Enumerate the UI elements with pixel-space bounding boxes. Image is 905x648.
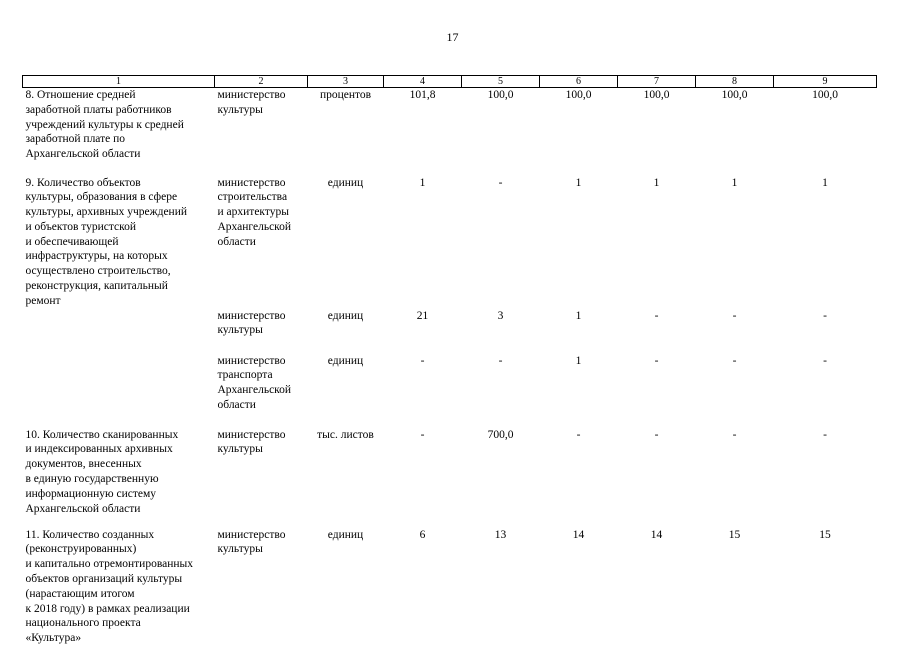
header-cell: 3 [308, 76, 384, 88]
responsible-cell: министерство культуры [217, 309, 286, 337]
header-row [23, 76, 877, 88]
value-cell: 15 [728, 528, 741, 541]
value-cell: - [420, 428, 425, 441]
value-cell: 1 [575, 309, 582, 322]
page-number: 17 [446, 30, 459, 44]
header-cell: 1 [23, 76, 215, 88]
responsible-cell: министерство культуры [217, 428, 286, 456]
unit-cell: единиц [327, 354, 364, 367]
value-cell: 100,0 [565, 89, 592, 101]
value-cell: 14 [650, 528, 663, 541]
unit-cell: единиц [327, 528, 364, 541]
responsible-cell: министерство строительства и архитектуры Архангельской области [217, 176, 292, 248]
value-cell: - [732, 428, 737, 441]
value-cell: 100,0 [643, 89, 670, 101]
table-row [23, 176, 877, 309]
responsible-cell: министерство транспорта Архангельской области [217, 354, 292, 412]
table-row [23, 428, 877, 528]
indicator-cell: 10. Количество сканированных и индексированных архивных документов, внесенных в единую государственную информационную систему Архангельской области [25, 428, 179, 515]
value-cell: - [498, 354, 503, 367]
unit-cell: единиц [327, 309, 364, 322]
unit-cell: процентов [319, 89, 372, 101]
indicator-cell [23, 309, 215, 354]
value-cell: 14 [572, 528, 585, 541]
value-cell: - [732, 354, 737, 367]
header-cell: 9 [774, 76, 877, 88]
value-cell: - [654, 428, 659, 441]
value-cell: - [823, 428, 827, 441]
value-cell: 1 [731, 176, 738, 189]
value-cell: 100,0 [487, 89, 514, 101]
value-cell: - [823, 309, 827, 322]
indicator-cell: 8. Отношение средней заработной платы работников учреждений культуры к средней заработной плате по Архангельской области [25, 89, 184, 161]
value-cell: - [576, 428, 581, 441]
value-cell: 100,0 [721, 89, 748, 101]
value-cell: - [823, 354, 827, 367]
value-cell: 6 [419, 528, 426, 541]
header-cell: 6 [540, 76, 618, 88]
value-cell: 15 [819, 528, 831, 541]
table-row [23, 354, 877, 428]
value-cell: 1 [575, 176, 582, 189]
value-cell: - [420, 354, 425, 367]
header-cell: 8 [696, 76, 774, 88]
value-cell: 700,0 [487, 428, 514, 441]
value-cell: 13 [494, 528, 507, 541]
value-cell: - [654, 309, 659, 322]
indicator-cell: 11. Количество созданных (реконструированных) и капитально отремонтированных объектов организаций культуры (нарастающим итогом к 2018 году) в рамках реализации национального проекта «Культура» [25, 528, 193, 645]
value-cell: 3 [497, 309, 504, 322]
value-cell: 101,8 [409, 89, 436, 101]
value-cell: 21 [416, 309, 429, 322]
value-cell: 100,0 [812, 89, 838, 101]
header-cell: 5 [462, 76, 540, 88]
unit-cell: тыс. листов [317, 428, 374, 441]
header-cell: 2 [215, 76, 308, 88]
header-cell: 4 [384, 76, 462, 88]
indicator-cell [23, 354, 215, 428]
unit-cell: единиц [327, 176, 364, 189]
header-cell: 7 [618, 76, 696, 88]
value-cell: - [732, 309, 737, 322]
value-cell: 1 [653, 176, 660, 189]
indicator-cell: 9. Количество объектов культуры, образования в сфере культуры, архивных учреждений и объектов туристской и обеспечивающей инфраструктуры, на которых осуществлено строительство, реконструкция, капитальный ремонт [25, 176, 188, 307]
value-cell: - [654, 354, 659, 367]
table-row [23, 88, 877, 176]
value-cell: 1 [822, 176, 828, 189]
value-cell: - [498, 176, 503, 189]
responsible-cell: министерство культуры [217, 89, 286, 116]
value-cell: 1 [575, 354, 582, 367]
responsible-cell: министерство культуры [217, 528, 286, 556]
table-row [23, 309, 877, 354]
table-row [23, 528, 877, 648]
indicators-table [22, 75, 877, 648]
value-cell: 1 [419, 176, 426, 189]
